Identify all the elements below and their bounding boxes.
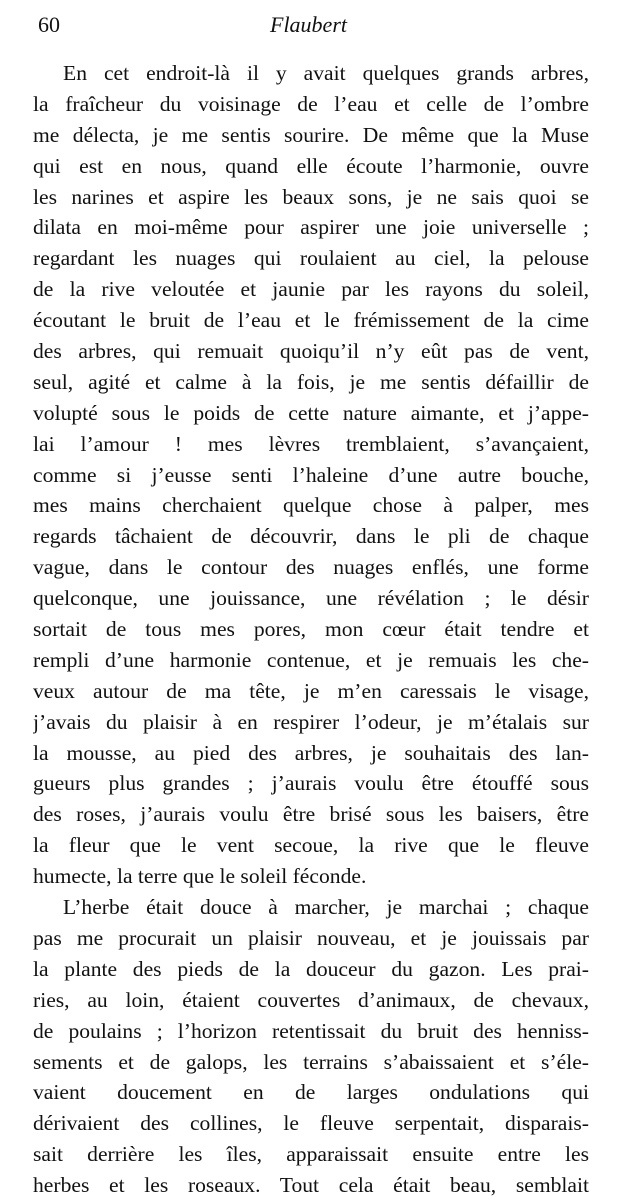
text-line: lai l’amour ! mes lèvres tremblaient, s’avançaient, [33, 431, 589, 456]
text-line: herbes et les roseaux. Tout cela était beau, semblait [33, 1173, 589, 1198]
text-line: pas me procurait un plaisir nouveau, et je jouissais par [33, 925, 589, 950]
text-line: humecte, la terre que le soleil féconde. [33, 864, 367, 889]
text-line: L’herbe était douce à marcher, je marchai ; chaque [63, 895, 589, 920]
text-line: comme si j’eusse senti l’haleine d’une autre bouche, [33, 462, 589, 487]
text-line: En cet endroit-là il y avait quelques grands arbres, [63, 61, 589, 85]
text-line: sait derrière les îles, apparaissait ensuite entre les [33, 1142, 589, 1167]
text-line: volupté sous le poids de cette nature aimante, et j’appe- [33, 400, 589, 425]
text-line: de poulains ; l’horizon retentissait du bruit des henniss- [33, 1018, 589, 1043]
text-line: regards tâchaient de découvrir, dans le pli de chaque [33, 524, 589, 549]
text-line: rempli d’une harmonie contenue, et je remuais les che- [33, 647, 589, 672]
text-line: écoutant le bruit de l’eau et le frémissement de la cime [33, 308, 589, 333]
text-line: la fraîcheur du voisinage de l’eau et celle de l’ombre [33, 91, 589, 116]
text-line: gueurs plus grandes ; j’aurais voulu être étouffé sous [33, 771, 589, 796]
text-line: de la rive veloutée et jaunie par les rayons du soleil, [33, 277, 589, 302]
text-line: veux autour de ma tête, je m’en caressais le visage, [33, 678, 589, 703]
text-line: la mousse, au pied des arbres, je souhaitais des lan- [33, 740, 589, 765]
page-number: 60 [38, 12, 60, 37]
text-line: sements et de galops, les terrains s’abaissaient et s’éle- [33, 1049, 589, 1074]
text-line: seul, agité et calme à la fois, je me sentis défaillir de [33, 369, 589, 394]
text-line: dilata en moi-même pour aspirer une joie universelle ; [33, 215, 589, 240]
text-line: des roses, j’aurais voulu être brisé sous les baisers, être [33, 802, 589, 827]
text-line: regardant les nuages qui roulaient au ciel, la pelouse [33, 246, 589, 271]
text-line: me délecta, je me sentis sourire. De même que la Muse [33, 122, 589, 147]
text-line: quelconque, une jouissance, une révélation ; le désir [33, 586, 589, 611]
text-line: mes mains cherchaient quelque chose à palper, mes [33, 493, 589, 518]
text-line: qui est en nous, quand elle écoute l’harmonie, ouvre [33, 153, 589, 178]
text-line: la plante des pieds de la douceur du gazon. Les prai- [33, 956, 589, 981]
text-line: ries, au loin, étaient couvertes d’animaux, de chevaux, [33, 987, 589, 1012]
text-line: vaient doucement en de larges ondulations qui [33, 1080, 589, 1105]
text-line: les narines et aspire les beaux sons, je ne sais quoi se [33, 184, 589, 209]
text-line: dérivaient des collines, le fleuve serpentait, disparais- [33, 1111, 589, 1136]
text-line: vague, dans le contour des nuages enflés, une forme [33, 555, 589, 580]
page-header [38, 10, 578, 40]
text-line: des arbres, qui remuait quoiqu’il n’y eût pas de vent, [33, 339, 589, 364]
text-line: j’avais du plaisir à en respirer l’odeur, je m’étalais sur [33, 709, 589, 734]
text-line: sortait de tous mes pores, mon cœur était tendre et [33, 617, 589, 642]
running-head: Flaubert [270, 12, 347, 37]
text-line: la fleur que le vent secoue, la rive que le fleuve [33, 833, 589, 858]
body-text [33, 58, 589, 1201]
